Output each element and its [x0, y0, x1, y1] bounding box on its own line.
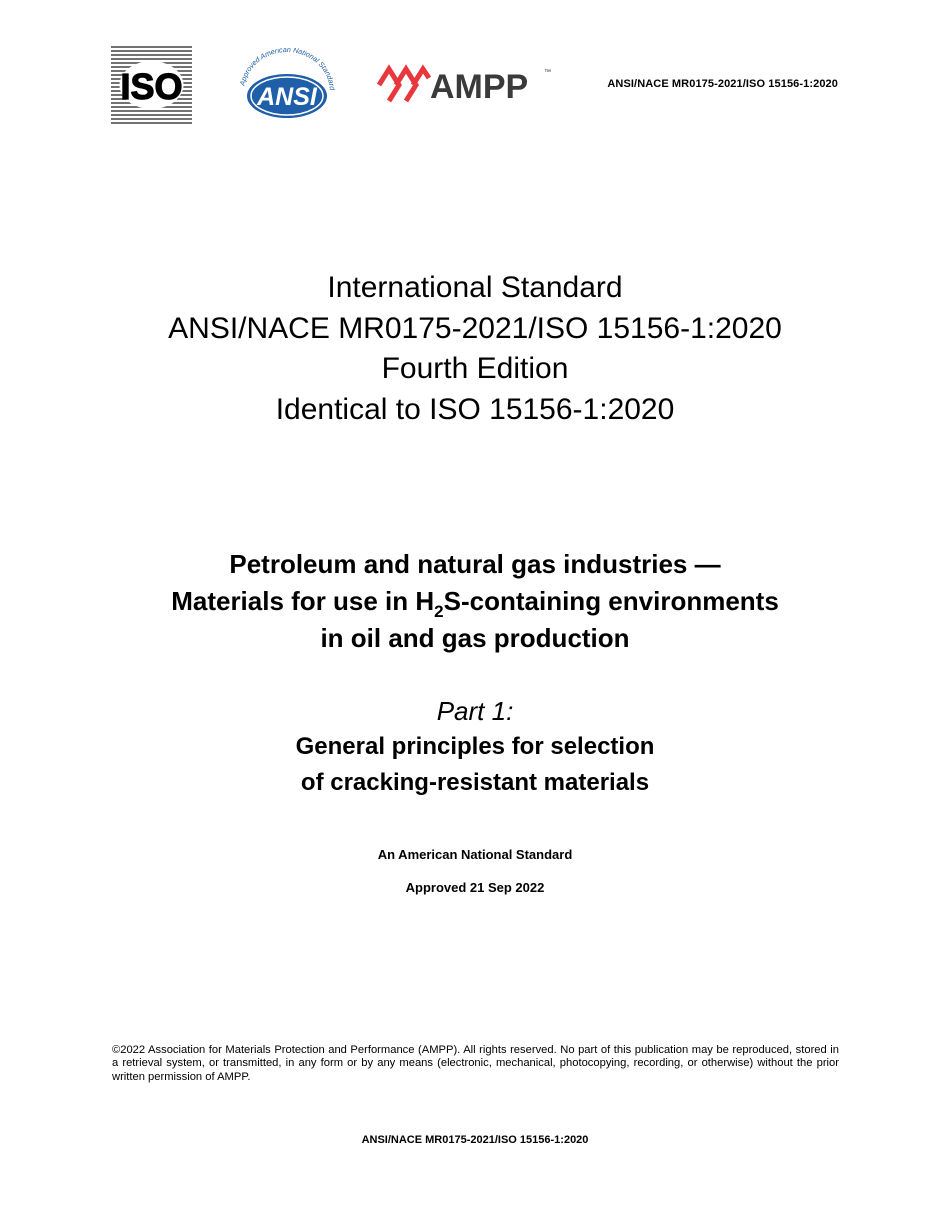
part-label: Part 1:: [436, 696, 514, 726]
copyright-notice: ©2022 Association for Materials Protection and Performance (AMPP). All rights reserved. No part of this publication may be reproduced, stored in a retrieval system, or transmitted, in any form or by any means (electronic, mechanical, photocopying, recording, or otherwise) without the prior written permission of AMPP.: [112, 1044, 839, 1083]
title-line-2: Materials for use in $H_2S$-containing environments: [171, 586, 779, 621]
standard-type: International Standard: [327, 271, 623, 304]
ampp-logo: [374, 60, 552, 110]
svg-text:ISO: ISO: [120, 66, 183, 107]
title-line-3: in oil and gas production: [320, 623, 630, 653]
edition: Fourth Edition: [381, 352, 569, 385]
identical-to: Identical to ISO 15156-1:2020: [275, 392, 675, 426]
part-title-line-1: General principles for selection: [295, 733, 655, 760]
iso-logo: [111, 44, 192, 126]
header-reference: ANSI/NACE MR0175-2021/ISO 15156-1:2020: [607, 78, 838, 90]
part-title: [0, 729, 950, 801]
title-line-1: Petroleum and natural gas industries —: [229, 549, 721, 579]
ansi-logo: [234, 48, 340, 120]
svg-text:AMPP: AMPP: [430, 68, 529, 106]
svg-text:Approved American National Sta: Approved American National Standard: [237, 48, 337, 91]
standard-designation: ANSI/NACE MR0175-2021/ISO 15156-1:2020: [168, 311, 782, 345]
footer-reference: ANSI/NACE MR0175-2021/ISO 15156-1:2020: [361, 1134, 589, 1146]
national-standard-label: An American National Standard: [377, 847, 573, 862]
svg-text:ANSI: ANSI: [257, 83, 317, 111]
document-title: [0, 546, 950, 657]
standard-designation-block: [0, 268, 950, 430]
svg-text:™: ™: [544, 69, 551, 76]
part-title-line-2: of cracking-resistant materials: [300, 769, 650, 796]
approval-date: Approved 21 Sep 2022: [405, 880, 545, 895]
